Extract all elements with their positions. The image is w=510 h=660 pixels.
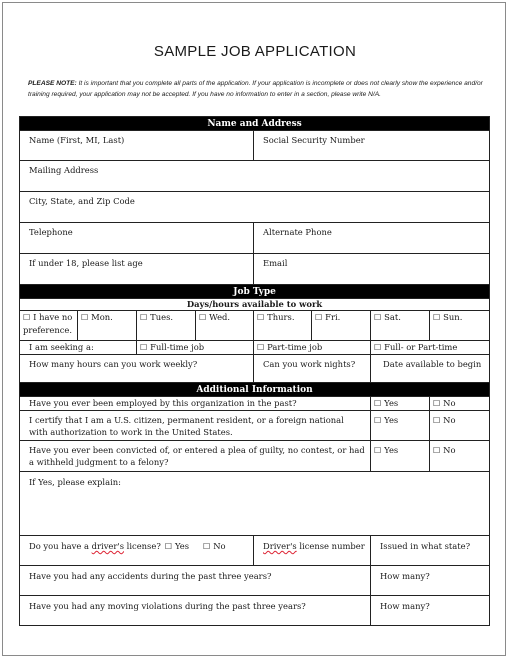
checkbox-icon: ☐ (433, 416, 441, 425)
section-header-name-address: Name and Address (20, 117, 490, 131)
day-label: I have no preference. (23, 312, 73, 335)
issued-state-field[interactable] (371, 536, 490, 566)
part-time-label: Part-time job (267, 342, 323, 352)
checkbox-icon: ☐ (203, 542, 211, 551)
name-label: Name (First, MI, Last) (29, 135, 125, 145)
license-no[interactable] (203, 541, 226, 551)
day-sat[interactable] (371, 311, 430, 341)
day-label: Mon. (91, 312, 113, 322)
full-or-part-label: Full- or Part-time (384, 342, 458, 352)
section-header-job-type: Job Type (20, 285, 490, 299)
full-or-part-option[interactable] (371, 341, 490, 355)
felony-no[interactable] (430, 441, 490, 472)
checkbox-icon: ☐ (315, 313, 323, 322)
alt-phone-label: Alternate Phone (263, 227, 332, 237)
day-label: Sun. (443, 312, 463, 322)
name-field[interactable] (20, 131, 254, 161)
day-sun[interactable] (430, 311, 490, 341)
checkbox-icon: ☐ (433, 399, 441, 408)
date-available-field[interactable] (371, 355, 490, 383)
ssn-field[interactable] (254, 131, 490, 161)
checkbox-icon: ☐ (140, 343, 148, 352)
violations-count-field[interactable] (371, 596, 490, 626)
license-q-post: license? (124, 541, 161, 551)
license-num-post: license number (296, 541, 365, 551)
telephone-label: Telephone (29, 227, 73, 237)
employed-no[interactable] (430, 397, 490, 411)
day-label: Sat. (384, 312, 401, 322)
employed-yes[interactable] (371, 397, 430, 411)
explain-field[interactable] (20, 472, 490, 536)
felony-line-1: Have you ever been convicted of, or entered a plea of guilty, no contest, or had (29, 445, 365, 455)
accidents-count-field[interactable] (371, 566, 490, 596)
note-label: PLEASE NOTE: (28, 80, 77, 87)
certify-no[interactable] (430, 411, 490, 441)
violations-question: Have you had any moving violations during the past three years? (20, 596, 371, 626)
checkbox-icon: ☐ (374, 416, 382, 425)
full-time-option[interactable] (137, 341, 254, 355)
license-number-field[interactable] (254, 536, 371, 566)
yes-label: Yes (384, 445, 399, 455)
checkbox-icon: ☐ (433, 313, 441, 322)
felony-yes[interactable] (371, 441, 430, 472)
no-label: No (443, 415, 456, 425)
no-label: No (213, 541, 226, 551)
day-mon[interactable] (78, 311, 137, 341)
checkbox-icon: ☐ (257, 343, 265, 352)
seeking-label: I am seeking a: (20, 341, 137, 355)
checkbox-icon: ☐ (140, 313, 148, 322)
checkbox-icon: ☐ (374, 446, 382, 455)
employed-before-question: Have you ever been employed by this organization in the past? (20, 397, 371, 411)
under18-label: If under 18, please list age (29, 258, 143, 268)
day-tues[interactable] (137, 311, 196, 341)
day-label: Thurs. (267, 312, 295, 322)
checkbox-icon: ☐ (199, 313, 207, 322)
certify-question (20, 411, 371, 441)
section-header-additional: Additional Information (20, 383, 490, 397)
mailing-address-field[interactable] (20, 161, 490, 192)
drivers-license-question (20, 536, 254, 566)
yes-label: Yes (174, 541, 190, 551)
no-label: No (443, 398, 456, 408)
no-label: No (443, 445, 456, 455)
checkbox-icon: ☐ (81, 313, 89, 322)
checkbox-icon: ☐ (374, 313, 382, 322)
accidents-question: Have you had any accidents during the past three years? (20, 566, 371, 596)
day-fri[interactable] (312, 311, 371, 341)
date-begin-label: Date available to begin (383, 359, 482, 369)
checkbox-icon: ☐ (433, 446, 441, 455)
day-label: Wed. (209, 312, 231, 322)
yes-label: Yes (384, 398, 399, 408)
telephone-field[interactable] (20, 223, 254, 254)
how-many-label: How many? (380, 571, 430, 581)
email-label: Email (263, 258, 288, 268)
issued-state-label: Issued in what state? (380, 541, 471, 551)
checkbox-icon: ☐ (374, 343, 382, 352)
checkbox-icon: ☐ (374, 399, 382, 408)
explain-label: If Yes, please explain: (29, 477, 121, 487)
checkbox-icon: ☐ (23, 313, 31, 322)
city-state-zip-field[interactable] (20, 192, 490, 223)
felony-question (20, 441, 371, 472)
alternate-phone-field[interactable] (254, 223, 490, 254)
note-text: It is important that you complete all parts of the application. If your application is incomplete or does not clearly show the experience and/or training required, your application may not be accepted. If you have no information to enter in a section, please write N/A. (28, 80, 483, 98)
page-title: SAMPLE JOB APPLICATION (153, 43, 357, 60)
license-yes[interactable] (165, 541, 189, 551)
email-field[interactable] (254, 254, 490, 285)
work-nights-field[interactable] (254, 355, 371, 383)
felony-line-2: a withheld judgment to a felony? (29, 457, 169, 467)
day-wed[interactable] (196, 311, 254, 341)
days-heading: Days/hours available to work (20, 299, 490, 311)
yes-label: Yes (384, 415, 399, 425)
mailing-label: Mailing Address (29, 165, 99, 175)
license-num-word: Driver's (263, 541, 297, 551)
full-time-label: Full-time job (150, 342, 205, 352)
day-label: Fri. (325, 312, 341, 322)
ssn-label: Social Security Number (263, 135, 365, 145)
day-thurs[interactable] (254, 311, 312, 341)
day-no-preference[interactable] (20, 311, 78, 341)
hours-weekly-field[interactable] (20, 355, 254, 383)
certify-line-2: with authorization to work in the United States. (29, 427, 233, 437)
checkbox-icon: ☐ (257, 313, 265, 322)
city-label: City, State, and Zip Code (29, 196, 135, 206)
license-q-word: driver's (91, 541, 124, 551)
instructions-note (28, 78, 483, 100)
certify-line-1: I certify that I am a U.S. citizen, permanent resident, or a foreign national (29, 415, 344, 425)
license-q-pre: Do you have a (29, 541, 92, 551)
application-form (19, 116, 489, 634)
age-field[interactable] (20, 254, 254, 285)
nights-label: Can you work nights? (263, 359, 356, 369)
hours-label: How many hours can you work weekly? (29, 359, 198, 369)
part-time-option[interactable] (254, 341, 371, 355)
how-many-label: How many? (380, 601, 430, 611)
day-label: Tues. (150, 312, 174, 322)
checkbox-icon: ☐ (164, 542, 172, 551)
certify-yes[interactable] (371, 411, 430, 441)
